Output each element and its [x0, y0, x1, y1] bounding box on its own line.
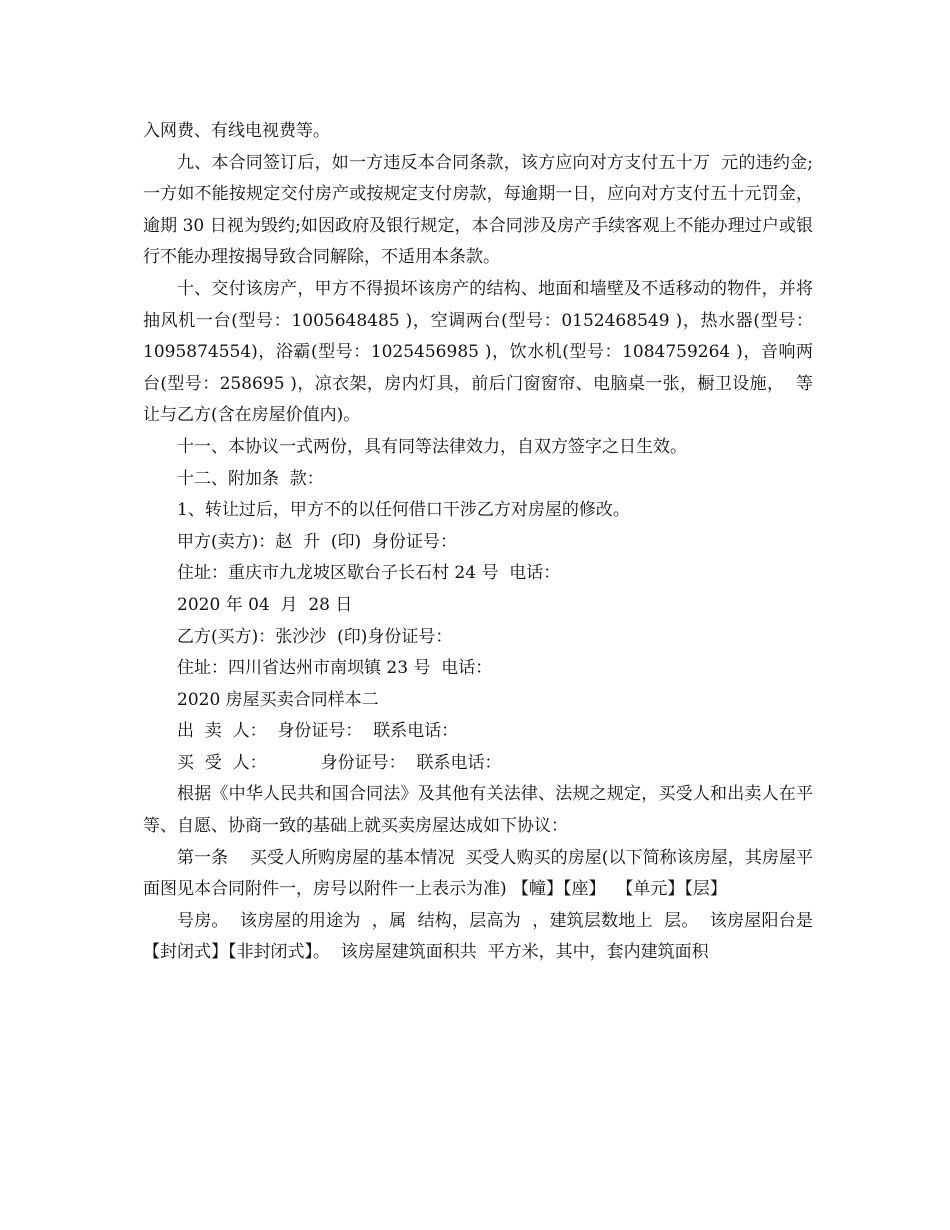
document-body [143, 116, 813, 969]
paragraph: 甲方(卖方)：赵 升 (印) 身份证号： [177, 531, 457, 552]
paragraph: 2020 房屋买卖合同样本二 [177, 689, 379, 710]
paragraph: 十一、本协议一式两份，具有同等法律效力，自双方签字之日生效。 [177, 436, 687, 457]
paragraph: 号房。 该房屋的用途为 ，属 结构，层高为 ，建筑层数地上 层。 该房屋阳台是【封闭式】【非封闭式】。 该房屋建筑面积共 平方米，其中，套内建筑面积 [143, 910, 813, 963]
paragraph: 住址：重庆市九龙坡区歇台子长石村 24 号 电话： [177, 563, 561, 584]
paragraph: 住址：四川省达州市南坝镇 23 号 电话： [177, 658, 493, 679]
paragraph: 十、交付该房产，甲方不得损坏该房产的结构、地面和墙壁及不适移动的物件，并将抽风机一台(型号：1005648485 )，空调两台(型号：0152468549 )，热水器(型号：1095874554)，浴霸(型号：1025456985 )，饮水机(型号：1084759264 )，音响两台(型号：258695 )，凉衣架，房内灯具，前后门窗窗帘、电脑桌一张，橱卫设施， 等让与乙方(含在房屋价值内)。 [143, 278, 813, 426]
paragraph: 出 卖 人： 身份证号： 联系电话： [177, 721, 459, 742]
paragraph: 2020 年 04 月 28 日 [177, 594, 353, 615]
paragraph: 根据《中华人民共和国合同法》及其他有关法律、法规之规定，买受人和出卖人在平等、自愿、协商一致的基础上就买卖房屋达成如下协议： [143, 784, 813, 837]
paragraph: 1、转让过后，甲方不的以任何借口干涉乙方对房屋的修改。 [177, 500, 630, 521]
paragraph: 第一条 买受人所购房屋的基本情况 买受人购买的房屋(以下简称该房屋，其房屋平面图见本合同附件一，房号以附件一上表示为准) 【幢】【座】 【单元】【层】 [143, 847, 813, 900]
paragraph: 入网费、有线电视费等。 [143, 121, 330, 141]
paragraph: 九、本合同签订后，如一方违反本合同条款，该方应向对方支付五十万 元的违约金;一方如不能按规定交付房产或按规定支付房款，每逾期一日，应向对方支付五十元罚金，逾期 30 日视为毁约;如因政府及银行规定，本合同涉及房产手续客观上不能办理过户或银行不能办理按揭导致合同解除，不适用本条款。 [143, 152, 813, 268]
paragraph: 买 受 人： 身份证号： 联系电话： [177, 752, 502, 773]
paragraph: 乙方(买方)：张沙沙 (印)身份证号： [177, 626, 453, 647]
paragraph: 十二、附加条 款： [177, 468, 324, 489]
